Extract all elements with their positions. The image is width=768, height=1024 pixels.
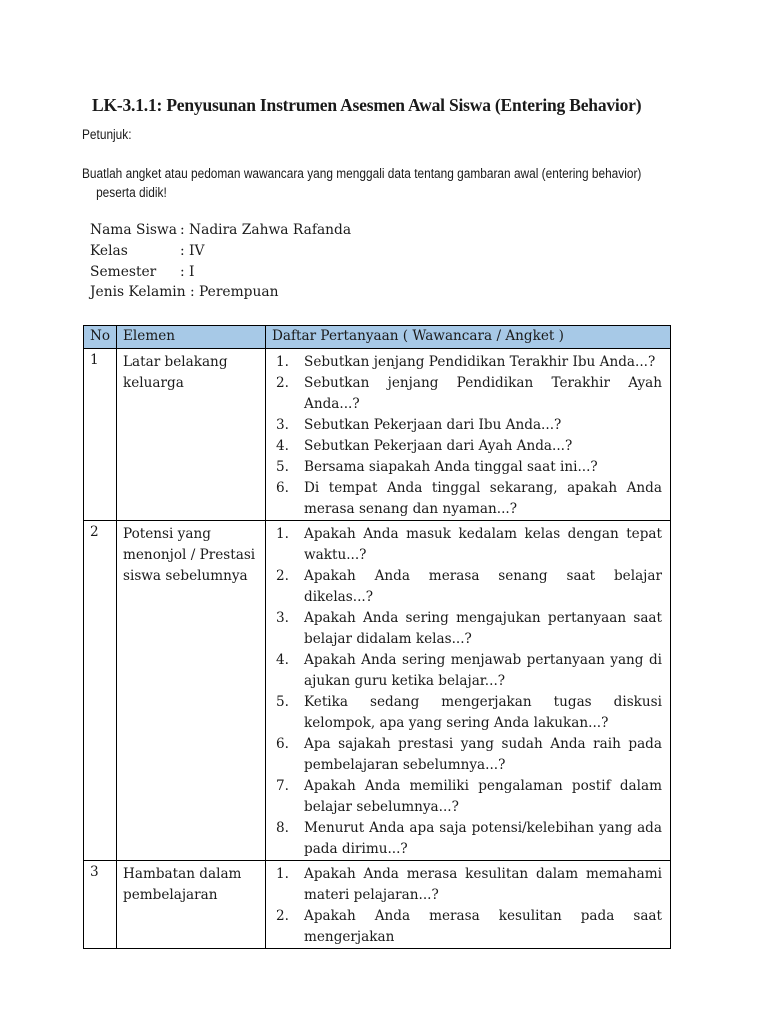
question-number: 2. (276, 908, 289, 924)
question-number: 3. (276, 417, 289, 433)
question-text: Sebutkan Pekerjaan dari Ayah Anda...? (304, 438, 573, 454)
row-number: 1 (84, 349, 117, 521)
question-text: Sebutkan Pekerjaan dari Ibu Anda...? (304, 417, 562, 433)
question-number: 1. (276, 866, 289, 882)
question-number: 1. (276, 354, 289, 370)
list-item (272, 692, 664, 734)
list-item (272, 650, 664, 692)
table-header-row (84, 326, 671, 349)
header-questions: Daftar Pertanyaan ( Wawancara / Angket ) (266, 326, 671, 349)
question-number: 2. (276, 375, 289, 391)
question-number: 2. (276, 568, 289, 584)
student-info (90, 220, 351, 303)
info-key-name: Nama Siswa (90, 222, 177, 238)
question-number: 3. (276, 610, 289, 626)
question-number: 6. (276, 736, 289, 752)
list-item (272, 864, 664, 906)
question-number: 4. (276, 438, 289, 454)
question-text: Sebutkan jenjang Pendidikan Terakhir Ayah Anda...? (304, 375, 662, 412)
list-item (272, 906, 664, 948)
instruction-text (82, 164, 645, 202)
question-table (83, 325, 671, 949)
student-info-row (90, 241, 351, 262)
question-list (272, 352, 664, 520)
question-number: 6. (276, 480, 289, 496)
question-text: Apakah Anda merasa kesulitan dalam memahami materi pelajaran...? (304, 866, 662, 903)
student-info-row (90, 262, 351, 283)
question-number: 7. (276, 778, 289, 794)
question-number: 4. (276, 652, 289, 668)
question-text: Apakah Anda sering menjawab pertanyaan yang di ajukan guru ketika belajar...? (304, 652, 662, 689)
question-number: 5. (276, 459, 289, 475)
list-item (272, 776, 664, 818)
question-text: Sebutkan jenjang Pendidikan Terakhir Ibu Anda...? (304, 354, 656, 370)
list-item (272, 818, 664, 860)
petunjuk-label: Petunjuk: (82, 127, 132, 142)
question-text: Menurut Anda apa saja potensi/kelebihan yang ada pada dirimu...? (304, 820, 662, 857)
info-key-semester: Semester (90, 263, 157, 280)
info-value-semester: : I (180, 263, 195, 280)
list-item (272, 734, 664, 776)
list-item (272, 524, 664, 566)
question-text: Apakah Anda merasa kesulitan pada saat mengerjakan (304, 908, 662, 945)
header-no: No (84, 326, 117, 349)
question-text: Bersama siapakah Anda tinggal saat ini...? (304, 459, 598, 475)
list-item (272, 415, 664, 436)
list-item (272, 373, 664, 415)
table-row (84, 349, 671, 521)
question-text: Apakah Anda merasa senang saat belajar dikelas...? (304, 568, 662, 605)
row-number: 2 (84, 521, 117, 861)
question-list (272, 864, 664, 948)
info-value-name: : Nadira Zahwa Rafanda (180, 222, 352, 238)
student-info-row (90, 282, 351, 303)
table-row (84, 861, 671, 949)
info-key-class: Kelas (90, 242, 128, 259)
list-item (272, 436, 664, 457)
table-row (84, 521, 671, 861)
student-info-row (90, 220, 351, 241)
list-item (272, 478, 664, 520)
question-number: 5. (276, 694, 289, 710)
question-list (272, 524, 664, 860)
page-title: LK-3.1.1: Penyusunan Instrumen Asesmen Awal Siswa (Entering Behavior) (92, 95, 642, 115)
question-text: Di tempat Anda tinggal sekarang, apakah Anda merasa senang dan nyaman...? (304, 480, 662, 517)
list-item (272, 352, 664, 373)
list-item (272, 457, 664, 478)
info-value-class: : IV (180, 242, 205, 259)
row-elemen: Hambatan dalam pembelajaran (117, 861, 266, 949)
question-number: 1. (276, 526, 289, 542)
question-number: 8. (276, 820, 289, 836)
row-elemen: Latar belakang keluarga (117, 349, 266, 521)
row-elemen: Potensi yang menonjol / Prestasi siswa sebelumnya (117, 521, 266, 861)
list-item (272, 566, 664, 608)
header-elemen: Elemen (117, 326, 266, 349)
row-questions (266, 521, 671, 861)
question-text: Apakah Anda masuk kedalam kelas dengan tepat waktu...? (304, 526, 662, 563)
row-questions (266, 861, 671, 949)
question-text: Apakah Anda memiliki pengalaman postif dalam belajar sebelumnya...? (304, 778, 662, 815)
question-text: Apa sajakah prestasi yang sudah Anda raih pada pembelajaran sebelumnya...? (304, 736, 662, 773)
question-text: Apakah Anda sering mengajukan pertanyaan saat belajar didalam kelas...? (304, 610, 662, 647)
list-item (272, 608, 664, 650)
info-key-gender: Jenis Kelamin (90, 284, 186, 301)
row-questions (266, 349, 671, 521)
row-number: 3 (84, 861, 117, 949)
question-text: Ketika sedang mengerjakan tugas diskusi kelompok, apa yang sering Anda lakukan...? (304, 694, 662, 731)
instruction-line-2: peserta didik! (96, 185, 167, 200)
info-value-gender: : Perempuan (185, 284, 279, 301)
instruction-line-1: Buatlah angket atau pedoman wawancara yang menggali data tentang gambaran awal (entering behavior) (82, 166, 642, 181)
